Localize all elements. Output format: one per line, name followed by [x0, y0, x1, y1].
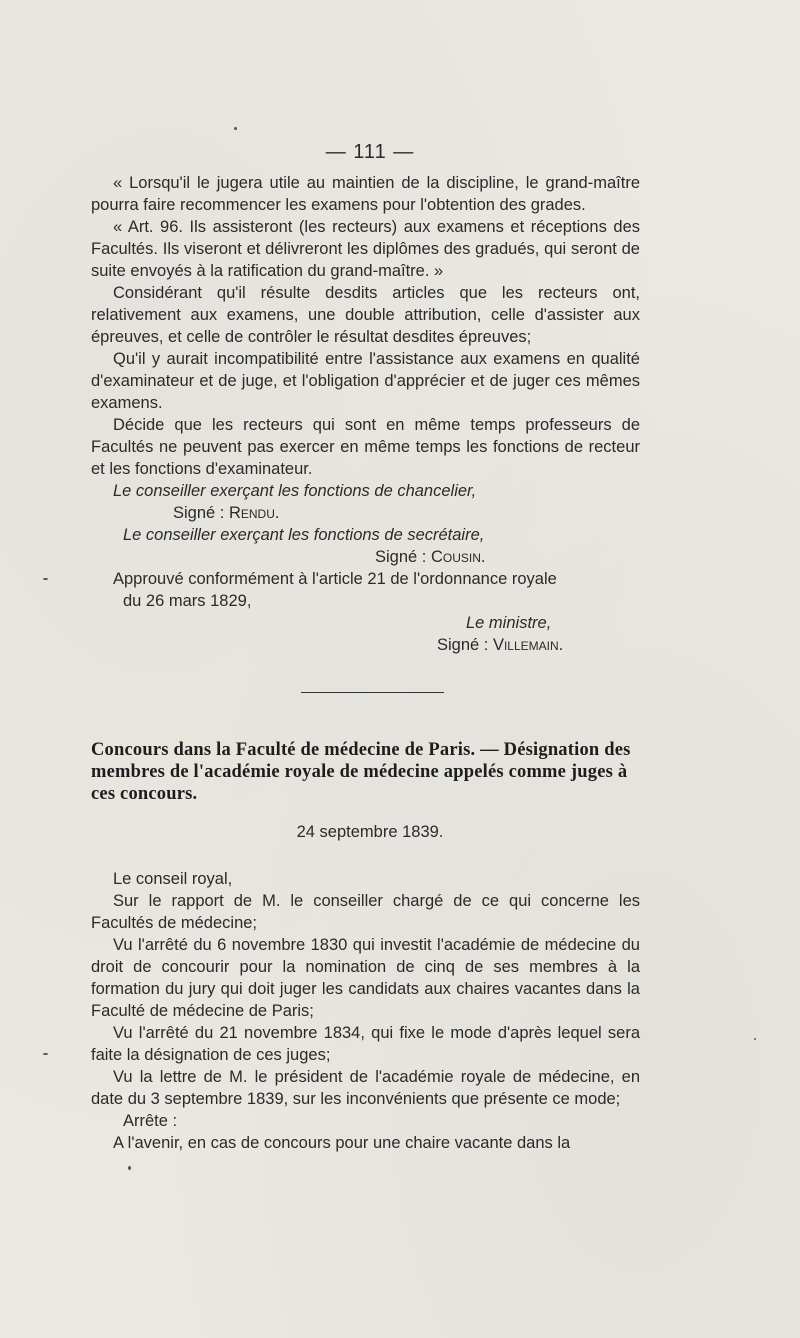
decree-word: Arrête : — [123, 1112, 178, 1130]
section-divider — [301, 692, 444, 693]
paragraph: Vu la lettre de M. le président de l'académie royale de médecine, en date du 3 septembre 1839, sur les inconvénients que présente ce mode; — [91, 1068, 640, 1108]
paragraph: Vu l'arrêté du 6 novembre 1830 qui investit l'académie de médecine du droit de concourir pour la nomination de cinq de ses membres à la formation du jury qui doit juger les candidats aux chaires vacantes dans la Faculté de médecine de Paris; — [91, 936, 640, 1020]
paper-speck — [234, 127, 237, 130]
paragraph: A l'avenir, en cas de concours pour une chaire vacante dans la — [113, 1134, 571, 1152]
paragraph: « Art. 96. Ils assisteront (les recteurs) aux examens et réceptions des Facultés. Ils viseront et délivreront les diplômes des gradués, qui seront de suite envoyés à la ratification du grand-maître. » — [91, 218, 640, 280]
paper-speck — [43, 1053, 48, 1055]
decision-text — [91, 172, 640, 656]
section-heading: Concours dans la Faculté de médecine de Paris. — Désignation des membres de l'académie royale de médecine appelés comme juges à ces concours. — [91, 740, 631, 804]
approval-date: du 26 mars 1829, — [123, 592, 252, 610]
chancellor-signature: Signé : Rendu. — [173, 504, 280, 522]
approval-line: Approuvé conformément à l'article 21 de l'ordonnance royale — [113, 570, 557, 588]
paragraph: Considérant qu'il résulte desdits articles que les recteurs ont, relativement aux examens, une double attribution, celle d'assister aux épreuves, et celle de contrôler le résultat desdites épreuves; — [91, 284, 640, 346]
secretary-signature: Signé : Cousin. — [375, 548, 486, 566]
paragraph: Sur le rapport de M. le conseiller chargé de ce qui concerne les Facultés de médecine; — [91, 892, 640, 932]
paper-speck — [754, 1038, 756, 1040]
paragraph: Qu'il y aurait incompatibilité entre l'assistance aux examens en qualité d'examinateur et de juge, et l'obligation d'apprécier et de juger ces mêmes examens. — [91, 350, 640, 412]
section-date: 24 septembre 1839. — [296, 823, 444, 841]
minister-signature: Signé : Villemain. — [437, 636, 564, 654]
paper-speck — [43, 578, 48, 580]
page-number: — 111 — — [325, 141, 415, 163]
secretary-title: Le conseiller exerçant les fonctions de secrétaire, — [123, 526, 485, 544]
section-text — [91, 868, 640, 1154]
minister-title: Le ministre, — [466, 614, 552, 632]
paragraph: Le conseil royal, — [113, 870, 233, 888]
paragraph: « Lorsqu'il le jugera utile au maintien de la discipline, le grand-maître pourra faire recommencer les examens pour l'obtention des grades. — [91, 174, 640, 214]
chancellor-title: Le conseiller exerçant les fonctions de chancelier, — [113, 482, 477, 500]
paper-speck — [128, 1166, 131, 1170]
paragraph: Décide que les recteurs qui sont en même temps professeurs de Facultés ne peuvent pas exercer en même temps les fonctions de recteur et les fonctions d'examinateur. — [91, 416, 640, 478]
paragraph: Vu l'arrêté du 21 novembre 1834, qui fixe le mode d'après lequel sera faite la désignation de ces juges; — [91, 1024, 640, 1064]
